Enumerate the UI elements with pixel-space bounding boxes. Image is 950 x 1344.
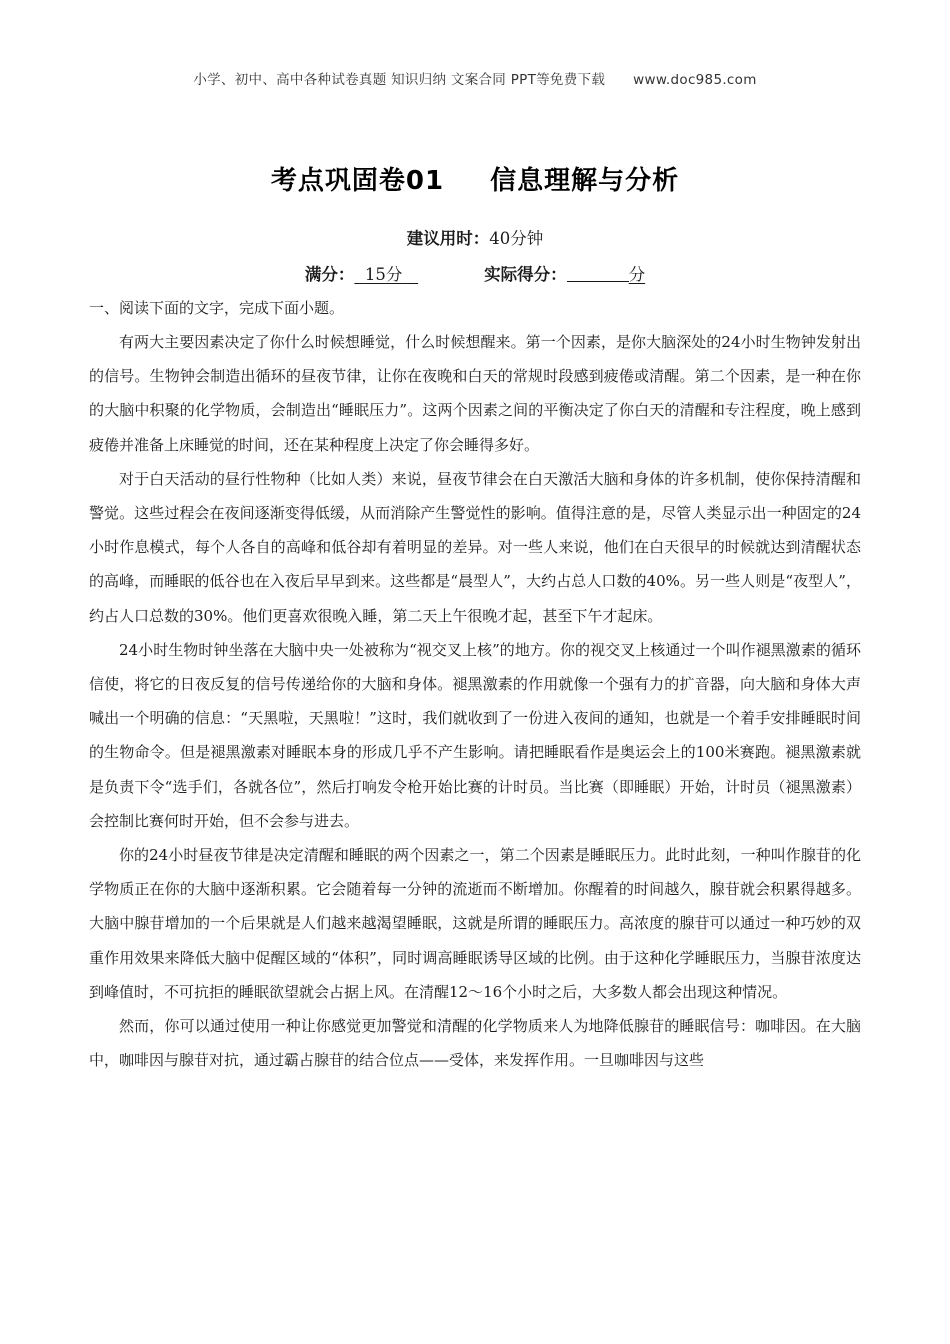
actual-score-unit: 分 [628,265,646,284]
full-score-value: 15分 [364,265,403,284]
reading-passage [89,325,861,1077]
page-header [0,68,950,88]
paragraph: 24小时生物时钟坐落在大脑中央一处被称为“视交叉上核”的地方。你的视交叉上核通过一个叫作褪黑激素的循环信使，将它的日夜反复的信号传递给你的大脑和身体。褪黑激素的作用就像一个强有力的扩音器，向大脑和身体大声喊出一个明确的信息：“天黑啦，天黑啦！”这时，我们就收到了一份进入夜间的通知，也就是一个着手安排睡眠时间的生物命令。但是褪黑激素对睡眠本身的形成几乎不产生影响。请把睡眠看作是奥运会上的100米赛跑。褪黑激素就是负责下令“选手们，各就各位”，然后打响发令枪开始比赛的计时员。当比赛（即睡眠）开始，计时员（褪黑激素）会控制比赛何时开始，但不会参与进去。 [89,640,861,830]
paragraph: 有两大主要因素决定了你什么时候想睡觉，什么时候想醒来。第一个因素，是你大脑深处的24小时生物钟发射出的信号。生物钟会制造出循环的昼夜节律，让你在夜晚和白天的常规时段感到疲倦或清醒。第二个因素，是一种在你的大脑中积聚的化学物质，会制造出“睡眠压力”。这两个因素之间的平衡决定了你白天的清醒和专注程度，晚上感到疲倦并准备上床睡觉的时间，还在某种程度上决定了你会睡得多好。 [89,333,861,454]
header-site-link[interactable]: www.doc985.com [633,72,757,88]
title-part2: 信息理解与分析 [490,166,680,196]
full-score-label: 满分： [304,265,355,284]
header-text: 小学、初中、高中各种试卷真题 知识归纳 文案合同 PPT等免费下载 [193,72,606,88]
score-line [0,261,950,285]
paragraph: 然而，你可以通过使用一种让你感觉更加警觉和清醒的化学物质来人为地降低腺苷的睡眠信号：咖啡因。在大脑中，咖啡因与腺苷对抗，通过霸占腺苷的结合位点——受体，来发挥作用。一旦咖啡因与这些 [89,1017,861,1070]
actual-score-label: 实际得分： [484,265,567,284]
title-part1: 考点巩固卷01 [270,166,445,196]
paragraph: 你的24小时昼夜节律是决定清醒和睡眠的两个因素之一，第二个因素是睡眠压力。此时此刻，一种叫作腺苷的化学物质正在你的大脑中逐渐积累。它会随着每一分钟的流逝而不断增加。你醒着的时间越久，腺苷就会积累得越多。大脑中腺苷增加的一个后果就是人们越来越渴望睡眠，这就是所谓的睡眠压力。高浓度的腺苷可以通过一种巧妙的双重作用效果来降低大脑中促醒区域的“体积”，同时调高睡眠诱导区域的比例。由于这种化学睡眠压力，当腺苷浓度达到峰值时，不可抗拒的睡眠欲望就会占据上风。在清醒12～16个小时之后，大多数人都会出现这种情况。 [89,846,861,1001]
actual-score-blank [567,265,629,282]
time-label: 建议用时： [406,229,490,248]
suggested-time [0,225,950,249]
document-title [0,160,950,197]
section-heading: 一、阅读下面的文字，完成下面小题。 [89,299,345,317]
time-value: 40分钟 [489,229,544,248]
paragraph: 对于白天活动的昼行性物种（比如人类）来说，昼夜节律会在白天激活大脑和身体的许多机制，使你保持清醒和警觉。这些过程会在夜间逐渐变得低缓，从而消除产生警觉性的影响。值得注意的是，尽管人类显示出一种固定的24小时作息模式，每个人各自的高峰和低谷却有着明显的差异。对一些人来说，他们在白天很早的时候就达到清醒状态的高峰，而睡眠的低谷也在入夜后早早到来。这些都是“晨型人”，大约占总人口数的40%。另一些人则是“夜型人”，约占人口总数的30%。他们更喜欢很晚入睡，第二天上午很晚才起，甚至下午才起床。 [89,469,861,625]
